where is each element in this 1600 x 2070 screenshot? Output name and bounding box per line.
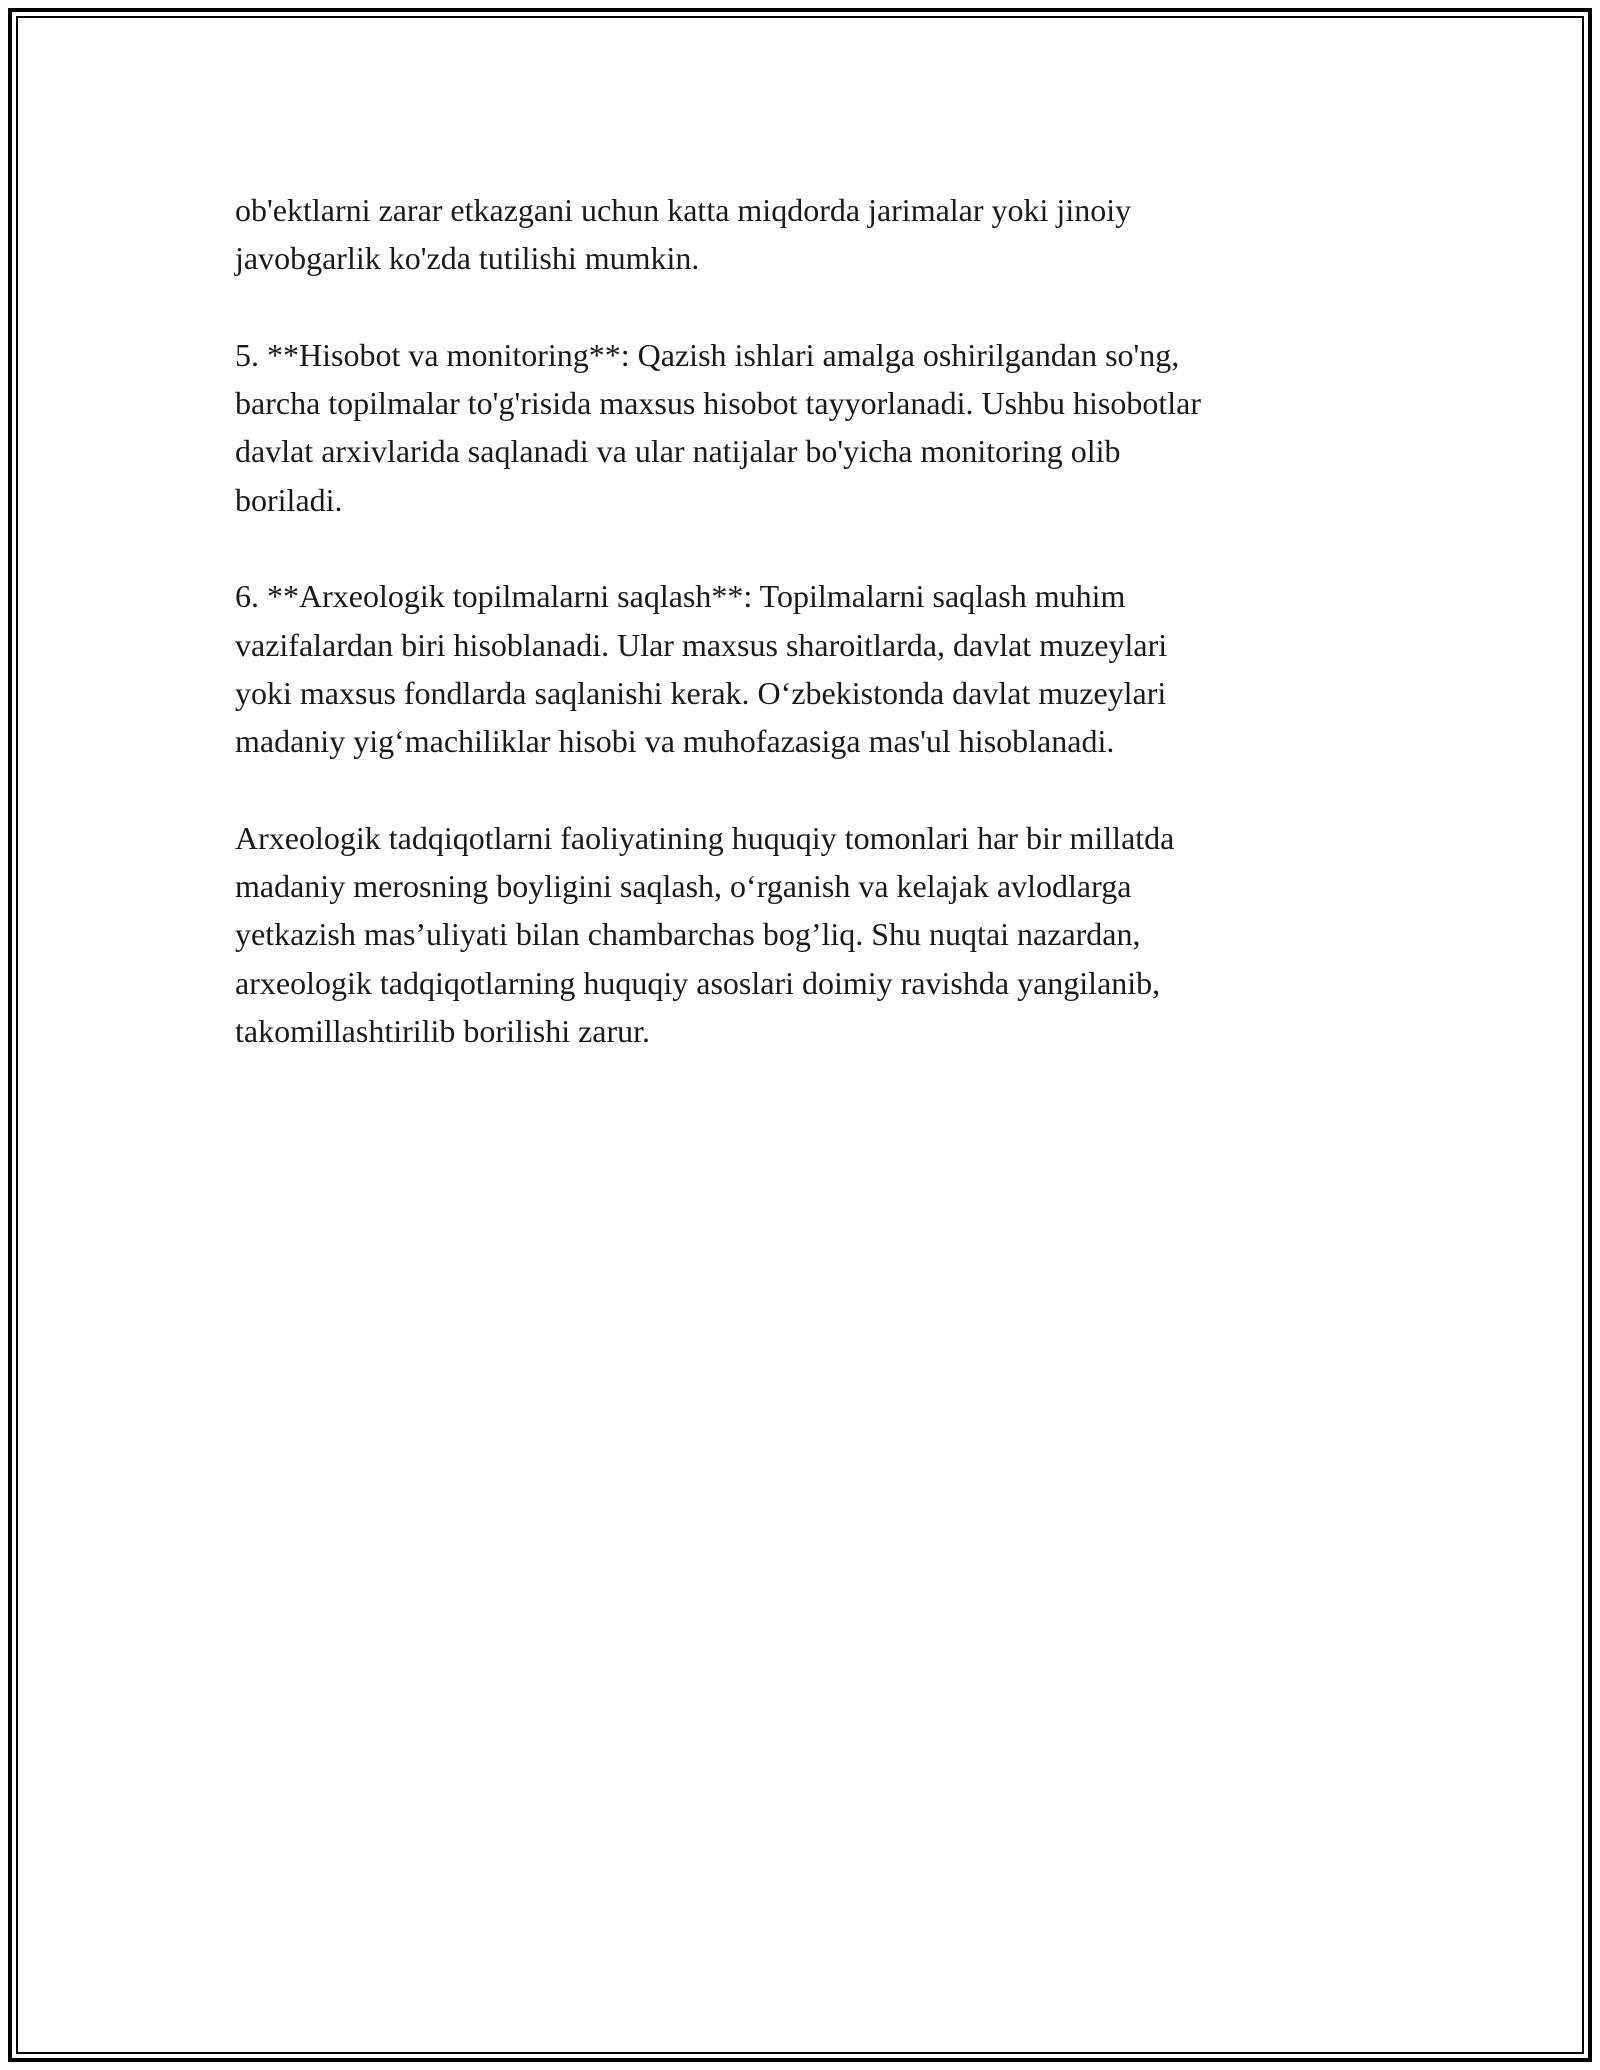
text-line: ob'ektlarni zarar etkazgani uchun katta miqdorda jarimalar yoki jinoiy (235, 192, 1132, 228)
document-body (235, 186, 1365, 1104)
text-line: arxeologik tadqiqotlarning huquqiy asoslari doimiy ravishda yangilanib, (235, 964, 1161, 1001)
paragraph-reporting-monitoring (235, 331, 1365, 524)
paragraph-penalties (235, 186, 1365, 283)
paragraph-conclusion (235, 814, 1365, 1055)
text-line: davlat arxivlarida saqlanadi va ular natijalar bo'yicha monitoring olib (235, 433, 1121, 470)
text-line: Arxeologik tadqiqotlarni faoliyatining huquqiy tomonlari har bir millatda (235, 819, 1175, 856)
text-line: 6. **Arxeologik topilmalarni saqlash**: Topilmalarni saqlash muhim (235, 578, 1126, 615)
paragraph-preservation (235, 572, 1365, 765)
text-line: takomillashtirilib borilishi zarur. (235, 1013, 651, 1050)
text-line: vazifalardan biri hisoblanadi. Ular maxsus sharoitlarda, davlat muzeylari (235, 626, 1168, 663)
text-line: boriladi. (235, 481, 343, 518)
text-line: yoki maxsus fondlarda saqlanishi kerak. O‘zbekistonda davlat muzeylari (235, 674, 1167, 711)
text-line: 5. **Hisobot va monitoring**: Qazish ishlari amalga oshirilgandan so'ng, (235, 336, 1180, 373)
text-line: madaniy yig‘machiliklar hisobi va muhofazasiga mas'ul hisoblanadi. (235, 723, 1115, 760)
text-line: madaniy merosning boyligini saqlash, o‘rganish va kelajak avlodlarga (235, 868, 1132, 905)
text-line: yetkazish mas’uliyati bilan chambarchas bog’liq. Shu nuqtai nazardan, (235, 916, 1141, 953)
text-line: barcha topilmalar to'g'risida maxsus hisobot tayyorlanadi. Ushbu hisobotlar (235, 385, 1202, 422)
text-line: javobgarlik ko'zda tutilishi mumkin. (235, 240, 700, 277)
